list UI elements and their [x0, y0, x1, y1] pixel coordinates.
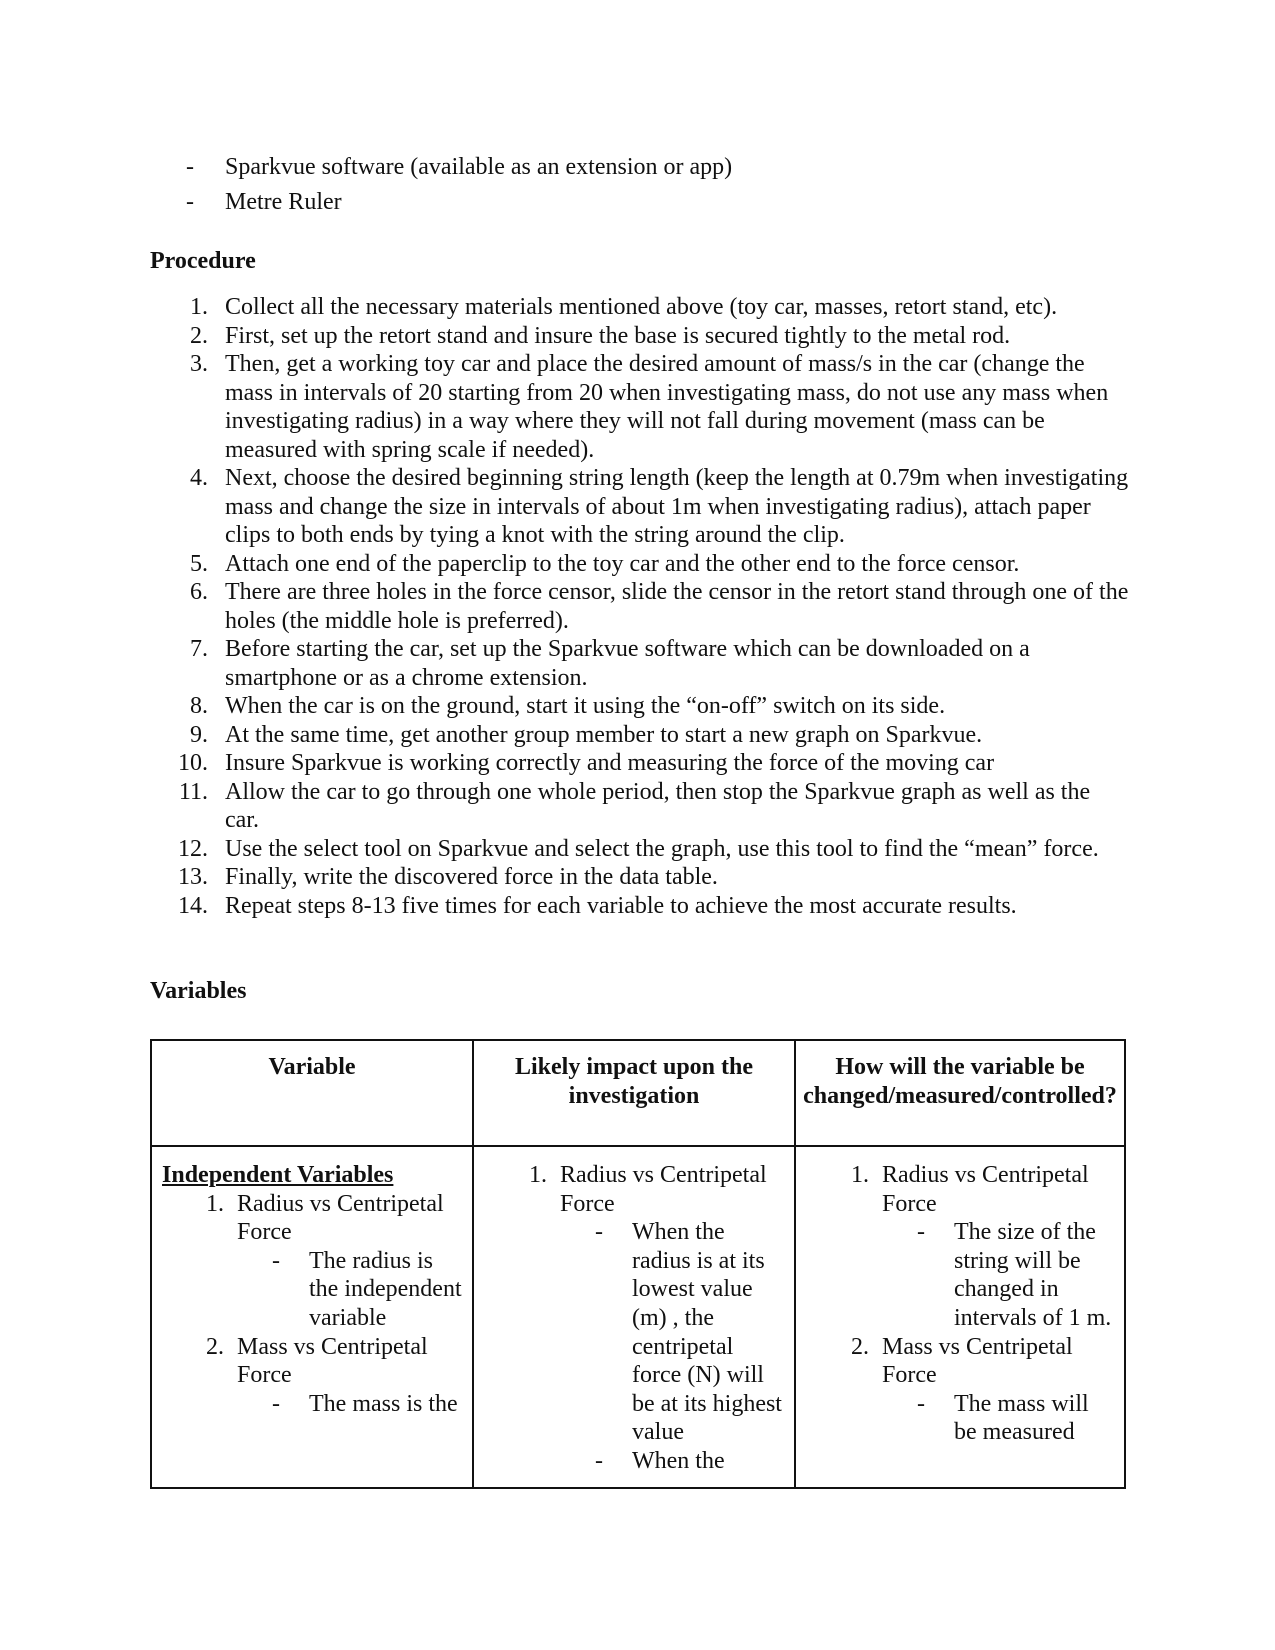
header-likely-impact: Likely impact upon the investigation — [473, 1040, 795, 1146]
item-label: Mass vs Centripetal Force — [237, 1333, 428, 1389]
dash-bullet: - — [595, 1447, 603, 1474]
table-row — [151, 1146, 1125, 1488]
step-text: First, set up the retort stand and insure the base is secured tightly to the metal rod. — [225, 322, 1011, 349]
procedure-list — [150, 293, 1130, 920]
step-text: Use the select tool on Sparkvue and select the graph, use this tool to find the “mean” force. — [225, 835, 1099, 862]
detail-text: The radius is the independent variable — [309, 1247, 462, 1331]
step-number: 7. — [190, 636, 208, 662]
procedure-step — [150, 892, 1130, 921]
impact-detail — [474, 1218, 794, 1447]
procedure-step — [150, 778, 1130, 835]
step-text: Allow the car to go through one whole period, then stop the Sparkvue graph as well as the car. — [225, 778, 1091, 833]
step-number: 2. — [190, 322, 208, 349]
detail-text: The mass is the — [309, 1390, 458, 1417]
independent-variables-title: Independent Variables — [162, 1162, 394, 1188]
method-detail — [796, 1390, 1124, 1447]
dash-bullet: - — [272, 1247, 280, 1274]
list-item — [150, 185, 1150, 220]
header-variable: Variable — [151, 1040, 473, 1146]
item-number: 1. — [206, 1190, 224, 1217]
step-text: When the car is on the ground, start it using the “on-off” switch on its side. — [225, 693, 946, 719]
step-text: Before starting the car, set up the Sparkvue software which can be downloaded on a smartphone or as a chrome extension. — [225, 636, 1030, 691]
detail-text: The mass will be measured — [954, 1390, 1089, 1446]
step-number: 5. — [190, 550, 208, 577]
impact-item — [474, 1161, 794, 1218]
procedure-step — [150, 863, 1130, 892]
materials-list-continued — [150, 150, 1150, 220]
method-item — [796, 1333, 1124, 1390]
table-header-row — [151, 1040, 1125, 1146]
step-number: 14. — [178, 892, 208, 919]
impact-detail — [474, 1447, 794, 1476]
step-number: 13. — [178, 864, 208, 890]
variable-detail — [152, 1390, 472, 1419]
step-text: Collect all the necessary materials mentioned above (toy car, masses, retort stand, etc). — [225, 294, 1058, 320]
procedure-step — [150, 464, 1130, 550]
dash-bullet: - — [186, 189, 194, 215]
detail-text: When the — [632, 1447, 725, 1474]
procedure-step — [150, 721, 1130, 750]
procedure-step — [150, 635, 1130, 692]
variables-table — [150, 1039, 1126, 1489]
step-text: At the same time, get another group member to start a new graph on Sparkvue. — [225, 721, 983, 748]
step-number: 9. — [190, 721, 208, 748]
variable-item — [152, 1333, 472, 1390]
item-label: Mass vs Centripetal Force — [882, 1333, 1073, 1389]
variables-heading: Variables — [150, 978, 247, 1004]
variable-detail — [152, 1247, 472, 1333]
dash-bullet: - — [595, 1219, 603, 1246]
step-text: Repeat steps 8-13 five times for each variable to achieve the most accurate results. — [225, 892, 1017, 919]
step-number: 6. — [190, 579, 208, 605]
step-number: 8. — [190, 693, 208, 719]
item-label: Radius vs Centripetal Force — [882, 1162, 1089, 1217]
step-text: Insure Sparkvue is working correctly and measuring the force of the moving car — [225, 750, 995, 776]
procedure-step — [150, 350, 1130, 464]
item-number: 2. — [851, 1333, 869, 1360]
variable-cell — [151, 1146, 473, 1488]
procedure-step — [150, 692, 1130, 721]
variable-item — [152, 1190, 472, 1247]
method-detail — [796, 1218, 1124, 1332]
method-cell — [795, 1146, 1125, 1488]
dash-bullet: - — [272, 1390, 280, 1417]
detail-text: The size of the string will be changed in intervals of 1 m. — [954, 1219, 1112, 1331]
material-text: Sparkvue software (available as an extension or app) — [225, 154, 733, 180]
method-item — [796, 1161, 1124, 1218]
step-text: Finally, write the discovered force in the data table. — [225, 864, 718, 890]
step-text: There are three holes in the force censor, slide the censor in the retort stand through one of the holes (the middle hole is preferred). — [225, 579, 1129, 634]
procedure-step — [150, 550, 1130, 579]
procedure-step — [150, 322, 1130, 351]
item-label: Radius vs Centripetal Force — [560, 1162, 767, 1217]
step-text: Attach one end of the paperclip to the toy car and the other end to the force censor. — [225, 550, 1020, 577]
procedure-step — [150, 578, 1130, 635]
impact-cell — [473, 1146, 795, 1488]
procedure-step — [150, 835, 1130, 864]
procedure-step — [150, 749, 1130, 778]
dash-bullet: - — [917, 1390, 925, 1417]
item-number: 1. — [851, 1162, 869, 1188]
dash-bullet: - — [186, 154, 194, 180]
step-text: Next, choose the desired beginning string length (keep the length at 0.79m when investigating mass and change the size in intervals of about 1m when investigating radius), attach paper clips to both ends by tying a knot with the string around the clip. — [225, 465, 1129, 548]
item-label: Radius vs Centripetal Force — [237, 1190, 444, 1246]
header-how-changed: How will the variable be changed/measured/controlled? — [795, 1040, 1125, 1146]
procedure-step — [150, 293, 1130, 322]
step-number: 11. — [178, 778, 208, 805]
item-number: 2. — [206, 1333, 224, 1360]
procedure-heading: Procedure — [150, 248, 256, 274]
dash-bullet: - — [917, 1219, 925, 1246]
step-number: 3. — [190, 351, 208, 377]
step-number: 10. — [178, 750, 208, 776]
step-number: 4. — [190, 465, 208, 491]
step-number: 1. — [190, 294, 208, 320]
material-text: Metre Ruler — [225, 189, 342, 215]
item-number: 1. — [529, 1162, 547, 1188]
step-text: Then, get a working toy car and place the desired amount of mass/s in the car (change the mass in intervals of 20 starting from 20 when investigating mass, do not use any mass when investigating radius) in a way where they will not fall during movement (mass can be measured with spring scale if needed). — [225, 351, 1109, 463]
step-number: 12. — [178, 835, 208, 862]
list-item — [150, 150, 1150, 185]
detail-text: When the radius is at its lowest value (m) , the centripetal force (N) will be at its highest value — [632, 1219, 782, 1446]
